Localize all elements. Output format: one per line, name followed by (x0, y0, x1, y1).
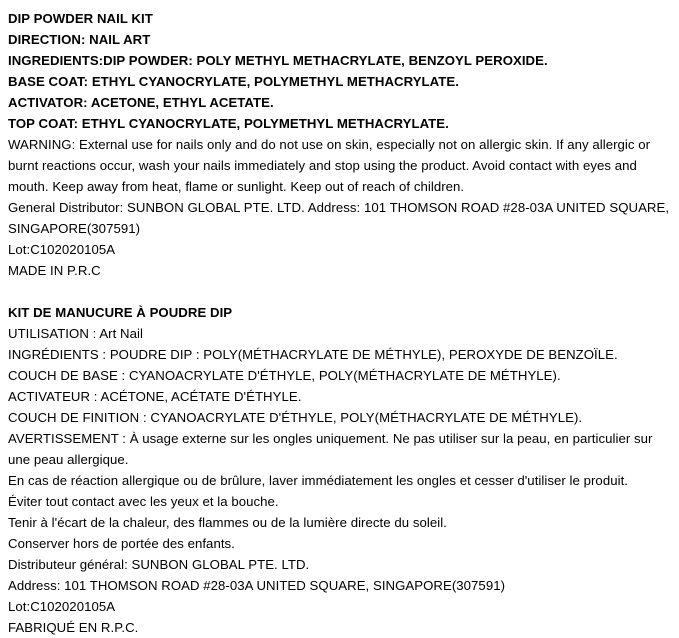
english-warning-paragraph: WARNING: External use for nails only and do not use on skin, especially not on allergic skin. If any allergic or burnt reactions occur, wash your nails immediately and stop using the product. Avoid contact with eyes and mouth. Keep away from heat, flame or sunlight. Keep out of reach of children. (8, 137, 651, 194)
english-ingredients-line: INGREDIENTS:DIP POWDER: POLY METHYL METHACRYLATE, BENZOYL PEROXIDE. (8, 53, 548, 68)
french-warning-paragraph: AVERTISSEMENT : À usage externe sur les ongles uniquement. Ne pas utiliser sur la peau, en particulier sur une peau allergique. (8, 431, 653, 467)
french-address-line: Address: 101 THOMSON ROAD #28-03A UNITED SQUARE, SINGAPORE(307591) (8, 578, 506, 593)
french-usage-line: UTILISATION : Art Nail (8, 326, 143, 341)
english-lot-line: Lot:C102020105A (8, 242, 116, 257)
english-distributor-paragraph: General Distributor: SUNBON GLOBAL PTE. LTD. Address: 101 THOMSON ROAD #28-03A UNITED SQUARE, SINGAPORE(307591) (8, 200, 670, 236)
french-title: KIT DE MANUCURE À POUDRE DIP (8, 305, 233, 320)
french-allergic-reaction-line: En cas de réaction allergique ou de brûlure, laver immédiatement les ongles et cesser d'utiliser le produit. (8, 473, 628, 488)
french-top-coat-line: COUCH DE FINITION : CYANOACRYLATE D'ÉTHYLE, POLY(MÉTHACRYLATE DE MÉTHYLE). (8, 410, 583, 425)
french-avoid-contact-line: Éviter tout contact avec les yeux et la bouche. (8, 494, 279, 509)
english-direction-line: DIRECTION: NAIL ART (8, 32, 151, 47)
english-title: DIP POWDER NAIL KIT (8, 11, 153, 26)
french-keep-away-heat-line: Tenir à l'écart de la chaleur, des flammes ou de la lumière directe du soleil. (8, 515, 447, 530)
french-origin-line: FABRIQUÉ EN R.P.C. (8, 620, 139, 635)
french-lot-line: Lot:C102020105A (8, 599, 116, 614)
section-divider-space (8, 281, 671, 302)
french-ingredients-line: INGRÉDIENTS : POUDRE DIP : POLY(MÉTHACRYLATE DE MÉTHYLE), PEROXYDE DE BENZOÏLE. (8, 347, 618, 362)
english-base-coat-line: BASE COAT: ETHYL CYANOCRYLATE, POLYMETHYL METHACRYLATE. (8, 74, 459, 89)
french-keep-away-children-line: Conserver hors de portée des enfants. (8, 536, 235, 551)
french-distributor-line: Distributeur général: SUNBON GLOBAL PTE. LTD. (8, 557, 310, 572)
french-base-coat-line: COUCH DE BASE : CYANOACRYLATE D'ÉTHYLE, POLY(MÉTHACRYLATE DE MÉTHYLE). (8, 368, 561, 383)
english-section (8, 8, 671, 281)
french-section (8, 302, 671, 638)
french-activator-line: ACTIVATEUR : ACÉTONE, ACÉTATE D'ÉTHYLE. (8, 389, 302, 404)
english-activator-line: ACTIVATOR: ACETONE, ETHYL ACETATE. (8, 95, 274, 110)
english-origin-line: MADE IN P.R.C (8, 263, 101, 278)
english-top-coat-line: TOP COAT: ETHYL CYANOCRYLATE, POLYMETHYL METHACRYLATE. (8, 116, 449, 131)
